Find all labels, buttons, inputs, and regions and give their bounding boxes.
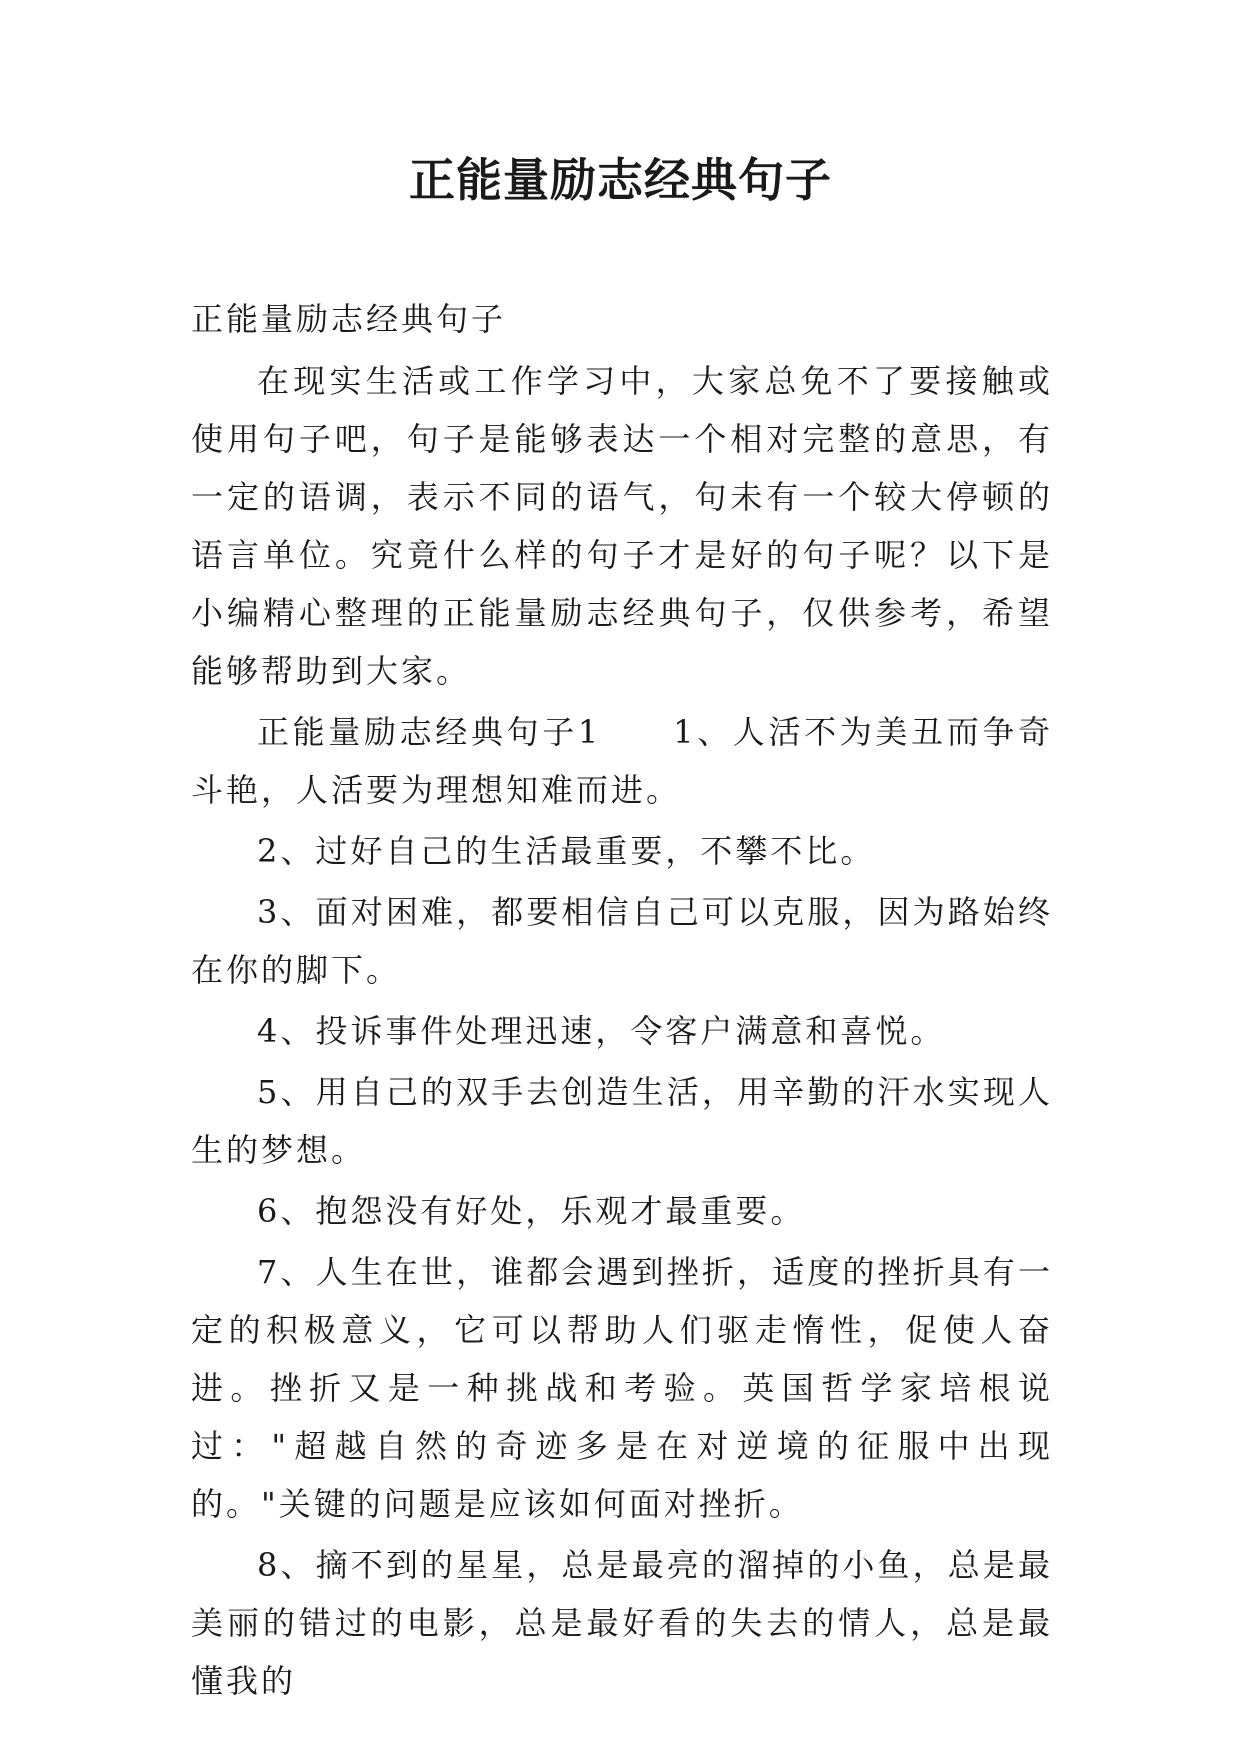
list-item: 3、面对困难，都要相信自己可以克服，因为路始终在你的脚下。 xyxy=(191,893,1053,989)
document-body xyxy=(191,290,1053,1713)
list-item: 7、人生在世，谁都会遇到挫折，适度的挫折具有一定的积极意义，它可以帮助人们驱走惰性，促使人奋进。挫折又是一种挑战和考验。英国哲学家培根说过："超越自然的奇迹多是在对逆境的征服中出现的。"关键的问题是应该如何面对挫折。 xyxy=(191,1253,1053,1523)
list-item: 5、用自己的双手去创造生活，用辛勤的汗水实现人生的梦想。 xyxy=(191,1073,1053,1169)
list-item: 4、投诉事件处理迅速，令客户满意和喜悦。 xyxy=(257,1012,946,1050)
section-heading: 正能量励志经典句子 xyxy=(191,300,507,338)
list-item: 2、过好自己的生活最重要，不攀不比。 xyxy=(257,832,876,870)
page-title: 正能量励志经典句子 xyxy=(409,153,832,207)
intro-paragraph: 在现实生活或工作学习中，大家总免不了要接触或使用句子吧，句子是能够表达一个相对完整的意思，有一定的语调，表示不同的语气，句未有一个较大停顿的语言单位。究竟什么样的句子才是好的句子呢？以下是小编精心整理的正能量励志经典句子，仅供参考，希望能够帮助到大家。 xyxy=(191,362,1053,690)
list-item: 6、抱怨没有好处，乐观才最重要。 xyxy=(257,1192,806,1230)
list-item: 8、摘不到的星星，总是最亮的溜掉的小鱼，总是最美丽的错过的电影，总是最好看的失去的情人，总是最懂我的 xyxy=(191,1546,1053,1700)
list-item: 正能量励志经典句子1 1、人活不为美丑而争奇斗艳，人活要为理想知难而进。 xyxy=(191,713,1053,809)
